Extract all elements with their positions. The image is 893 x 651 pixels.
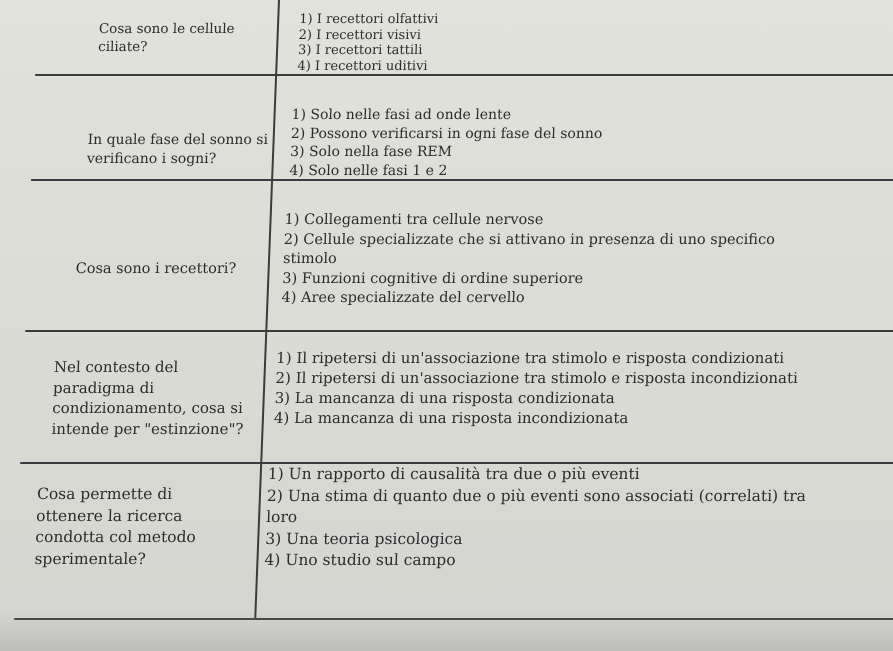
answer-option: 1) Un rapporto di causalità tra due o più eventi — [267, 465, 641, 483]
paper-shadow — [0, 611, 893, 651]
answer-option: 1) Solo nelle fasi ad onde lente — [291, 107, 512, 123]
question-line: intende per "estinzione"? — [51, 419, 244, 438]
question-cell — [51, 357, 290, 439]
question-line: paradigma di — [52, 378, 155, 397]
table-row — [20, 332, 893, 464]
answers-cell — [281, 211, 893, 309]
answers-cell — [289, 106, 893, 180]
quiz-table — [14, 0, 893, 620]
answer-option: 2) Cellule specializzate che si attivano in presenza di uno specifico — [283, 231, 776, 248]
answer-option: 4) Aree specializzate del cervello — [281, 290, 525, 306]
answer-option: 1) I recettori olfattivi — [298, 12, 439, 27]
answer-option: 4) Solo nelle fasi 1 e 2 — [289, 162, 448, 179]
answer-option: 4) La mancanza di una risposta incondizionata — [273, 409, 629, 427]
answer-option: 3) Funzioni cognitive di ordine superiore — [281, 270, 584, 287]
question-cell — [75, 259, 312, 280]
answer-option: stimolo — [282, 251, 338, 267]
answer-option: 2) Una stima di quanto due o più eventi sono associati (correlati) tra — [266, 486, 807, 505]
question-line: condizionamento, cosa si — [51, 399, 244, 417]
answer-option: 1) Il ripetersi di un'associazione tra stimolo e risposta condizionati — [275, 349, 785, 367]
question-line: Nel contesto del — [53, 358, 179, 376]
answers-cell — [264, 464, 893, 572]
question-line: Cosa sono le cellule — [98, 21, 235, 37]
answer-option: 3) I recettori tattili — [297, 43, 423, 58]
question-line: condotta col metodo — [35, 528, 197, 546]
answer-option: 2) I recettori visivi — [298, 27, 422, 43]
question-cell — [34, 484, 273, 570]
answer-option: 4) I recettori uditivi — [297, 58, 428, 74]
answer-option: 4) Uno studio sul campo — [264, 551, 456, 569]
answer-option: 3) Una teoria psicologica — [264, 529, 463, 548]
question-line: Cosa sono i recettori? — [75, 261, 237, 277]
answers-cell — [274, 348, 893, 428]
table-row — [25, 181, 893, 332]
question-line: In quale fase del sonno si — [87, 132, 269, 148]
answer-option: 2) Il ripetersi di un'associazione tra stimolo e risposta incondizionati — [275, 369, 799, 387]
answer-option: loro — [265, 508, 298, 526]
table-row — [31, 76, 893, 181]
question-line: Cosa permette di — [36, 485, 173, 503]
table-row — [35, 0, 893, 76]
answer-option: 3) Solo nella fase REM — [289, 144, 453, 160]
question-cell — [87, 131, 324, 169]
question-line: sperimentale? — [34, 549, 147, 568]
question-line: ciliate? — [97, 39, 148, 55]
answer-option: 3) La mancanza di una risposta condizionata — [274, 389, 616, 407]
answers-cell — [297, 12, 893, 74]
answer-option: 2) Possono verificarsi in ogni fase del sonno — [290, 125, 603, 142]
answer-option: 1) Collegamenti tra cellule nervose — [284, 212, 544, 228]
table-row — [14, 464, 893, 620]
question-line: verificano i sogni? — [86, 151, 217, 167]
question-line: ottenere la ricerca — [35, 506, 183, 525]
